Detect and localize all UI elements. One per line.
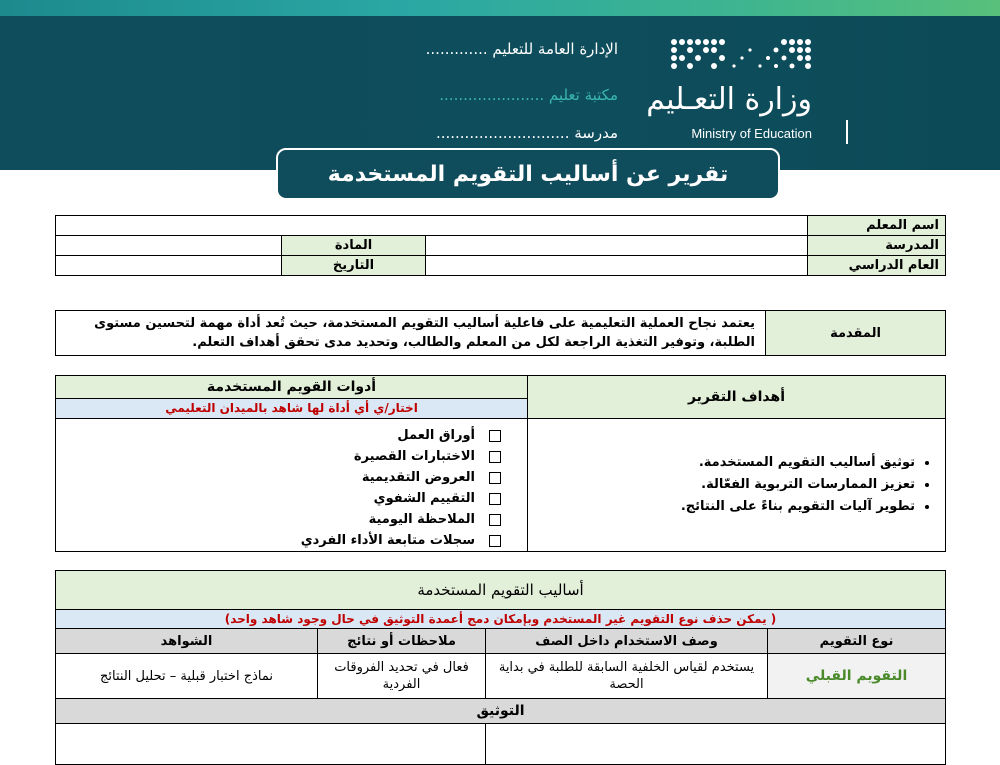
teacher-info-table <box>55 215 946 276</box>
notes-cell: فعال في تحديد الفروقات الفردية <box>318 654 486 699</box>
column-header-type: نوع التقويم <box>768 629 946 654</box>
date-value[interactable] <box>56 256 282 276</box>
tool-item[interactable]: سجلات متابعة الأداء الفردي <box>62 530 501 551</box>
methods-title: أساليب التقويم المستخدمة <box>56 571 946 610</box>
tools-hint: اختار/ي أي أداة لها شاهد بالميدان التعليمي <box>56 398 528 418</box>
year-label: العام الدراسي <box>808 256 946 276</box>
tools-title: أدوات القويم المستخدمة <box>56 376 528 399</box>
tool-item[interactable]: أوراق العمل <box>62 425 501 446</box>
tool-item[interactable]: الملاحظة اليومية <box>62 509 501 530</box>
tool-item[interactable]: التقييم الشفوي <box>62 488 501 509</box>
library-line: مكتبة تعليم ...................... <box>439 86 618 104</box>
introduction-text: يعتمد نجاح العملية التعليمية على فاعلية أساليب التقويم المستخدمة، حيث تُعد أداة مهمة لتحسين مستوى الطلبة، وتوفير التغذية الراجعة لكل من المعلم والطالب، وتحديد مدى تحقق أهداف التعلم. <box>56 311 766 356</box>
subject-label: المادة <box>282 236 426 256</box>
tool-item[interactable]: الاختبارات القصيرة <box>62 446 501 467</box>
header-accent-stripe <box>0 0 1000 16</box>
column-header-notes: ملاحظات أو نتائج <box>318 629 486 654</box>
tools-cell <box>56 419 528 552</box>
methods-note: ( يمكن حذف نوع التقويم غير المستخدم وبإمكان دمج أعمدة التوثيق في حال وجود شاهد واحد) <box>56 610 946 629</box>
subject-value[interactable] <box>56 236 282 256</box>
documentation-header: التوثيق <box>56 699 946 724</box>
education-department-line: الإدارة العامة للتعليم ............. <box>425 40 618 58</box>
tools-checklist <box>62 419 521 551</box>
school-value[interactable] <box>426 236 808 256</box>
goals-list <box>534 452 939 518</box>
teacher-value[interactable] <box>56 216 808 236</box>
introduction-table <box>55 310 946 356</box>
ministry-logo-icon <box>670 38 812 82</box>
goal-item: • تطوير آليات التقويم بناءً على النتائج. <box>534 496 915 518</box>
ministry-name-arabic: وزارة التعـليم <box>646 82 812 117</box>
description-cell: يستخدم لقياس الخلفية السابقة للطلبة في بداية الحصة <box>486 654 768 699</box>
logo-divider <box>846 120 848 144</box>
checkbox-icon[interactable] <box>489 451 501 463</box>
evidence-cell: نماذج اختبار قبلية – تحليل النتائج <box>56 654 318 699</box>
goal-item: • تعزيز الممارسات التربوية الفعّالة. <box>534 474 915 496</box>
goals-tools-table <box>55 375 946 552</box>
checkbox-icon[interactable] <box>489 514 501 526</box>
checkbox-icon[interactable] <box>489 493 501 505</box>
introduction-label: المقدمة <box>766 311 946 356</box>
checkbox-icon[interactable] <box>489 535 501 547</box>
tool-item[interactable]: العروض التقديمية <box>62 467 501 488</box>
documentation-cell-right[interactable] <box>486 724 946 765</box>
ministry-name-english: Ministry of Education <box>691 126 812 141</box>
page-header <box>0 0 1000 170</box>
school-label: المدرسة <box>808 236 946 256</box>
column-header-description: وصف الاستخدام داخل الصف <box>486 629 768 654</box>
report-title-box <box>276 148 780 200</box>
column-header-evidence: الشواهد <box>56 629 318 654</box>
goal-item: • توثيق أساليب التقويم المستخدمة. <box>534 452 915 474</box>
goals-cell <box>528 419 946 552</box>
evaluation-methods-table <box>55 570 946 765</box>
documentation-cell-left[interactable] <box>56 724 486 765</box>
checkbox-icon[interactable] <box>489 430 501 442</box>
school-line: مدرسة ............................ <box>435 124 618 142</box>
evaluation-type-cell: التقويم القبلي <box>768 654 946 699</box>
date-label: التاريخ <box>282 256 426 276</box>
year-value[interactable] <box>426 256 808 276</box>
report-title: تقرير عن أساليب التقويم المستخدمة <box>327 161 729 187</box>
checkbox-icon[interactable] <box>489 472 501 484</box>
teacher-label: اسم المعلم <box>808 216 946 236</box>
goals-title: أهداف التقرير <box>528 376 946 419</box>
